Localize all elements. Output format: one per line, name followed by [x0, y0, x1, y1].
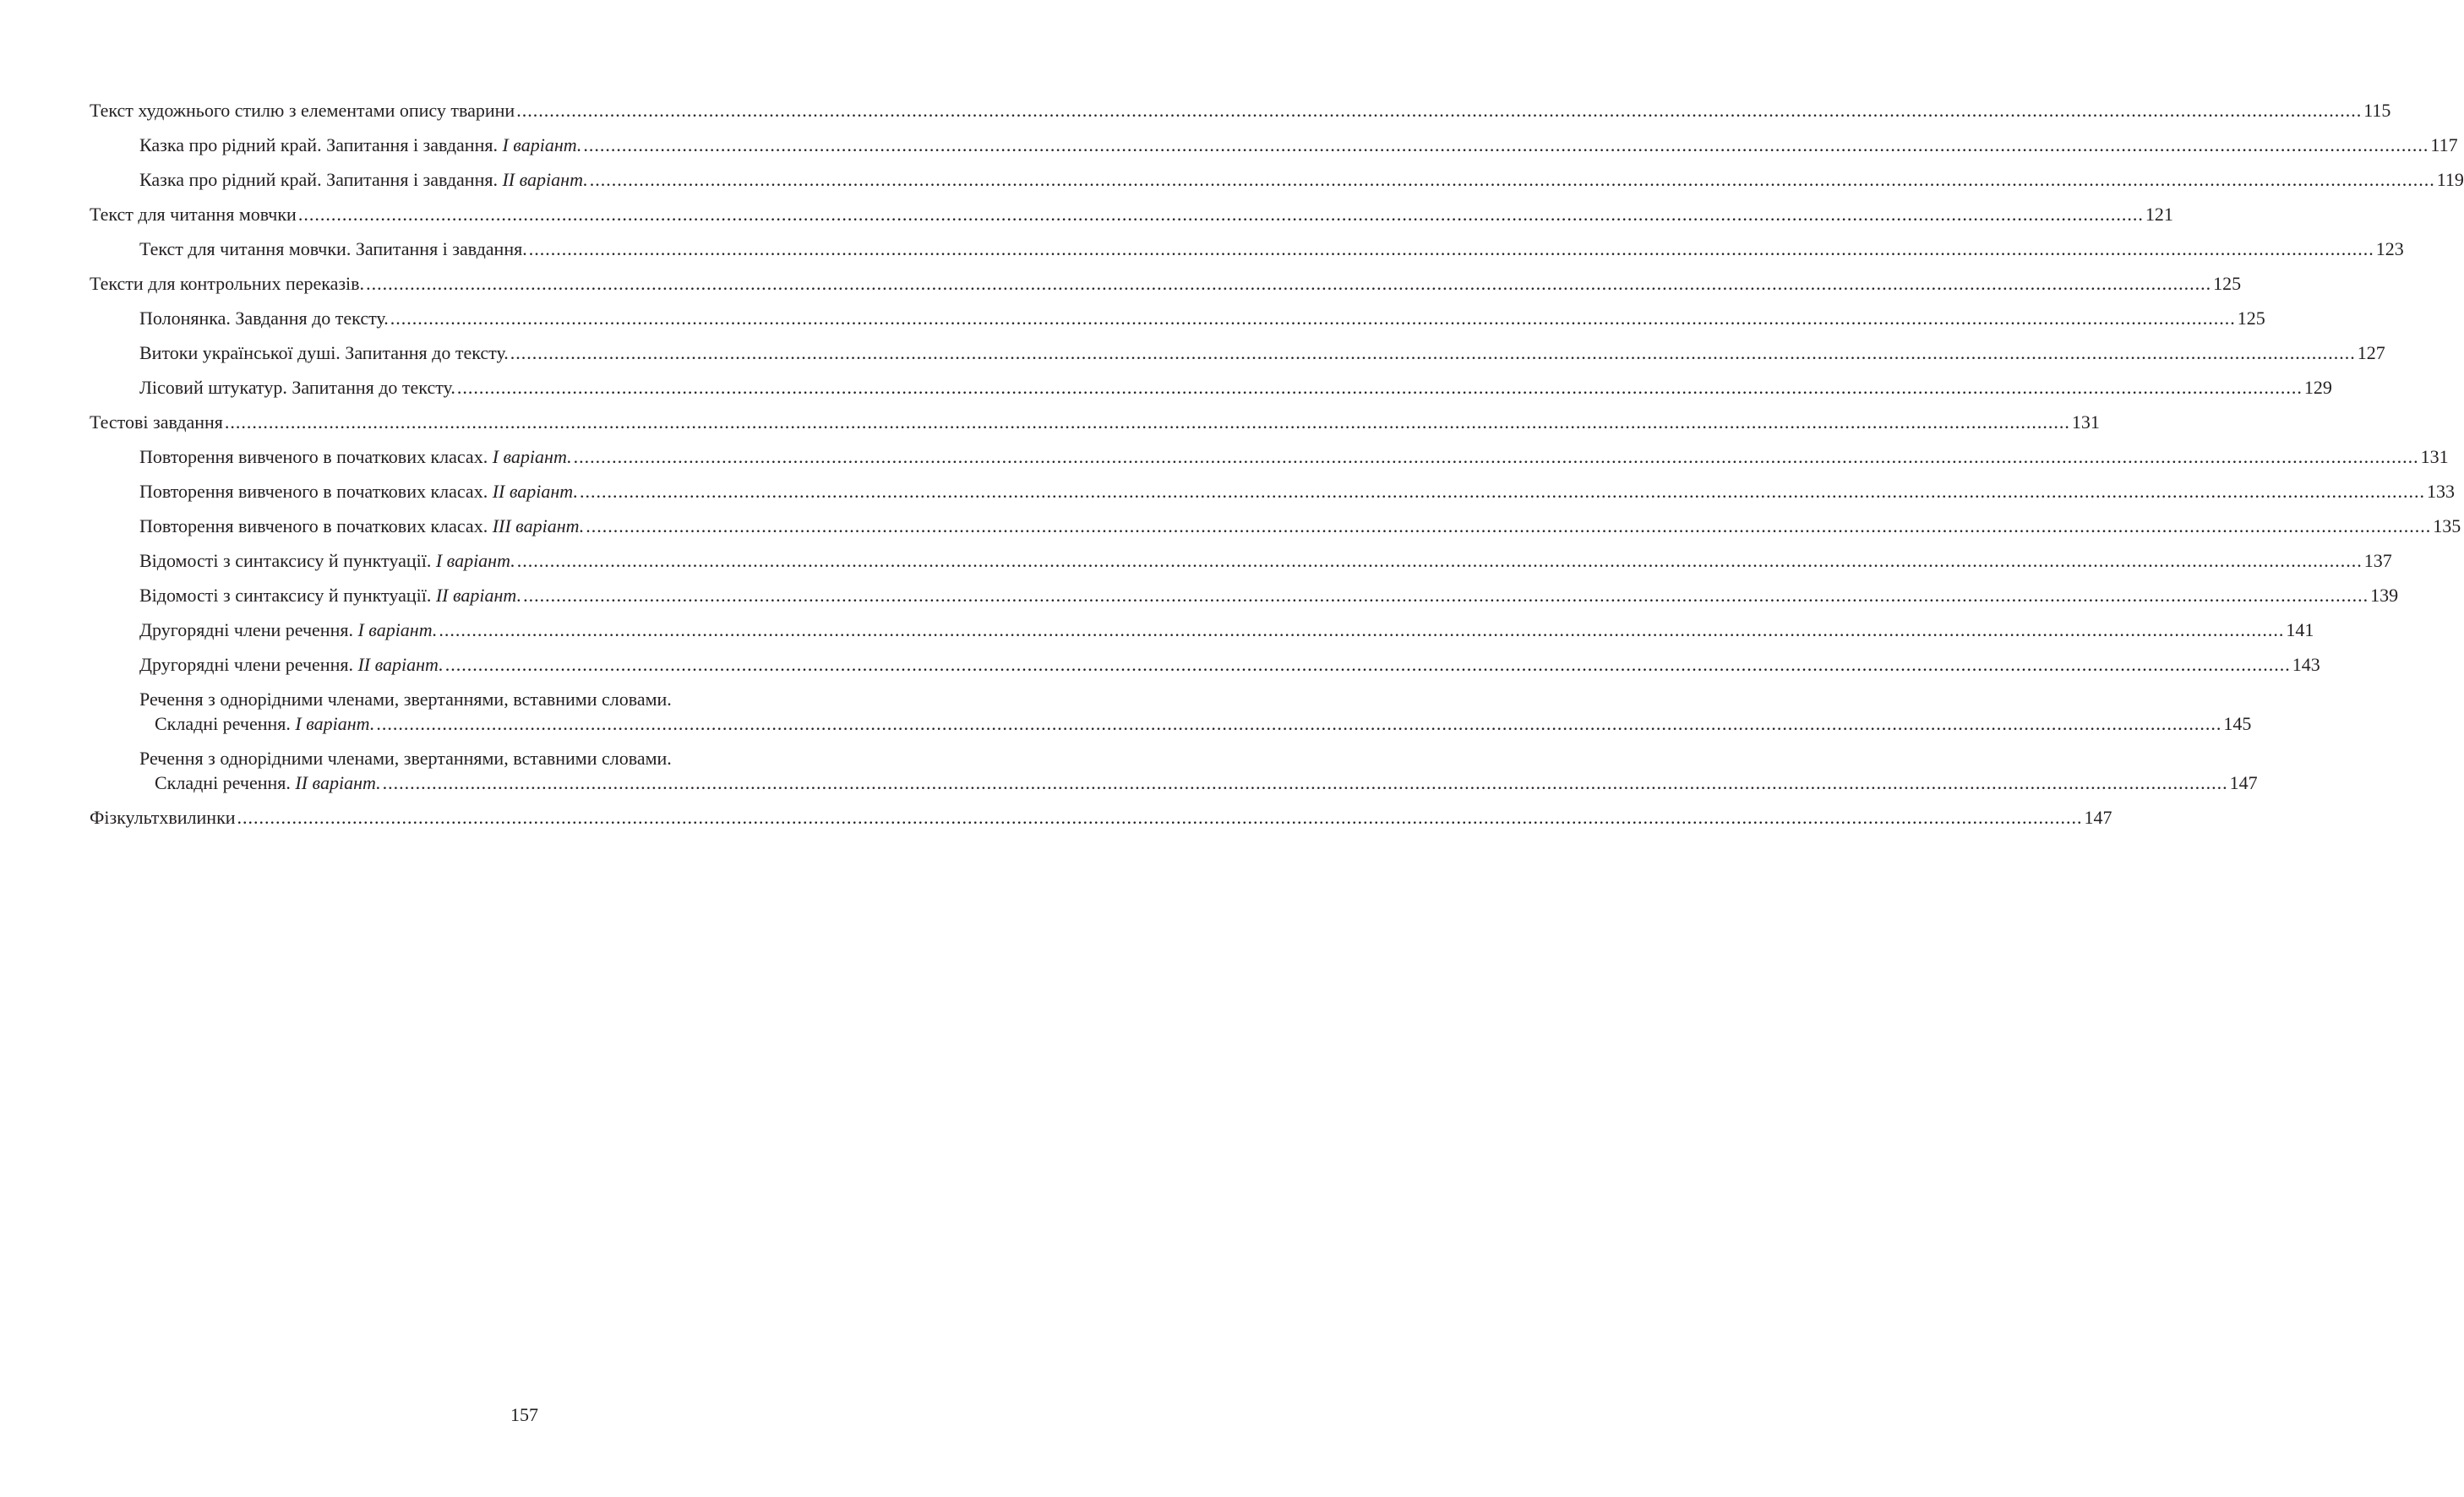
- dot-leader: [390, 301, 2236, 335]
- toc-entry-title: Текст для читання мовчки: [90, 204, 297, 225]
- toc-page-number: 147: [2084, 807, 2112, 828]
- page-number: 157: [510, 1404, 538, 1425]
- toc-page-number: 129: [2303, 377, 2332, 398]
- toc-entry[interactable]: [90, 197, 2173, 231]
- dot-leader: [225, 405, 2070, 439]
- toc-entry-variant: I варіант.: [492, 446, 572, 467]
- dot-leader: [523, 578, 2369, 612]
- toc-entry-variant: I варіант.: [435, 550, 515, 571]
- toc-page-number: 121: [2145, 204, 2173, 225]
- toc-entry-title: Речення з однорідними членами, звертаннями, вставними словами.: [139, 748, 672, 769]
- toc-entry-variant: I варіант.: [295, 713, 375, 734]
- toc-page-number: 143: [2292, 654, 2320, 675]
- dot-leader: [445, 647, 2291, 682]
- dot-leader: [383, 770, 2228, 795]
- toc-entry-variant: II варіант.: [357, 654, 444, 675]
- toc-entry-variant: II варіант.: [435, 585, 522, 606]
- toc-entry[interactable]: [90, 647, 2320, 682]
- toc-page-number: 131: [2420, 446, 2449, 467]
- toc-page-number: 123: [2375, 238, 2404, 259]
- toc-entry-title-continuation: Складні речення.: [155, 713, 296, 734]
- toc-page-number: 131: [2071, 411, 2100, 433]
- toc-entry-variant: II варіант.: [295, 772, 381, 793]
- toc-entry-title: Другорядні члени речення.: [139, 619, 358, 640]
- toc-entry-title: Фізкультхвилинки: [90, 807, 236, 828]
- toc-entry[interactable]: [90, 509, 2461, 543]
- toc-entry-title: Тестові завдання: [90, 411, 223, 433]
- toc-entry[interactable]: [90, 128, 2458, 162]
- toc-entry[interactable]: [90, 231, 2404, 266]
- dot-leader: [510, 335, 2356, 370]
- dot-leader: [237, 800, 2083, 835]
- toc-entry[interactable]: [90, 578, 2399, 612]
- toc-entry-title: Текст художнього стилю з елементами опису тварини: [90, 100, 515, 121]
- toc-entry-variant: II варіант.: [492, 481, 578, 502]
- dot-leader: [590, 162, 2435, 197]
- toc-entry[interactable]: [90, 439, 2449, 474]
- dot-leader: [529, 231, 2374, 266]
- toc-page-number: 145: [2223, 713, 2252, 734]
- toc-page-number: 137: [2363, 550, 2392, 571]
- toc-page-number: 127: [2357, 342, 2385, 363]
- toc-entry-title: Повторення вивченого в початкових класах.: [139, 481, 493, 502]
- toc-page-number: 125: [2237, 308, 2265, 329]
- toc-page-number: 133: [2426, 481, 2455, 502]
- toc-entry-title: Витоки української душі. Запитання до тексту.: [139, 342, 509, 363]
- toc-entry[interactable]: [90, 543, 2392, 578]
- toc-entry[interactable]: [90, 370, 2332, 405]
- dot-leader: [580, 474, 2425, 509]
- toc-entry-title: Повторення вивченого в початкових класах.: [139, 446, 493, 467]
- toc-entry-variant: III варіант.: [492, 515, 585, 536]
- toc-entry[interactable]: [90, 612, 2314, 647]
- toc-entry-title: Полонянка. Завдання до тексту.: [139, 308, 389, 329]
- toc-entry[interactable]: [90, 93, 2391, 128]
- toc-entry-title: Лісовий штукатур. Запитання до тексту.: [139, 377, 455, 398]
- toc-entry-variant: I варіант.: [357, 619, 438, 640]
- toc-entry-title: Тексти для контрольних переказів.: [90, 273, 365, 294]
- toc-entry-title: Казка про рідний край. Запитання і завдання.: [139, 169, 503, 190]
- toc-page-number: 125: [2213, 273, 2242, 294]
- toc-entry-title: Текст для читання мовчки. Запитання і завдання.: [139, 238, 527, 259]
- toc-page-number: 147: [2229, 772, 2258, 793]
- toc-page-number: 117: [2430, 134, 2458, 155]
- toc-entry-multiline[interactable]: [90, 682, 2252, 741]
- toc-entry[interactable]: [90, 474, 2455, 509]
- toc-entry[interactable]: [90, 266, 2242, 301]
- dot-leader: [439, 612, 2284, 647]
- toc-entry-title: Повторення вивченого в початкових класах.: [139, 515, 493, 536]
- dot-leader: [586, 509, 2431, 543]
- toc-entry[interactable]: [90, 162, 2464, 197]
- dot-leader: [376, 711, 2221, 736]
- toc-page-number: 119: [2436, 169, 2464, 190]
- toc-entry-title-continuation: Складні речення.: [155, 772, 296, 793]
- dot-leader: [583, 128, 2429, 162]
- dot-leader: [574, 439, 2419, 474]
- dot-leader: [298, 197, 2144, 231]
- toc-page-number: 139: [2370, 585, 2399, 606]
- toc-entry[interactable]: [90, 800, 2112, 835]
- toc-entry-multiline[interactable]: [90, 741, 2258, 800]
- toc-entry[interactable]: [90, 335, 2385, 370]
- toc-entry-title: Казка про рідний край. Запитання і завдання.: [139, 134, 503, 155]
- toc-entry-title: Відомості з синтаксису й пунктуації.: [139, 550, 436, 571]
- dot-leader: [457, 370, 2303, 405]
- toc-entry-title: Відомості з синтаксису й пунктуації.: [139, 585, 436, 606]
- dot-leader: [517, 543, 2363, 578]
- dot-leader: [516, 93, 2362, 128]
- dot-leader: [366, 266, 2211, 301]
- toc-entry-title: Другорядні члени речення.: [139, 654, 358, 675]
- toc-entry-variant: I варіант.: [502, 134, 582, 155]
- toc-page-number: 141: [2286, 619, 2314, 640]
- table-of-contents: [90, 93, 2464, 835]
- toc-entry-title: Речення з однорідними членами, звертаннями, вставними словами.: [139, 689, 672, 710]
- toc-page-number: 115: [2363, 100, 2391, 121]
- toc-page-number: 135: [2433, 515, 2461, 536]
- toc-entry-variant: II варіант.: [502, 169, 588, 190]
- toc-entry[interactable]: [90, 405, 2100, 439]
- toc-entry[interactable]: [90, 301, 2265, 335]
